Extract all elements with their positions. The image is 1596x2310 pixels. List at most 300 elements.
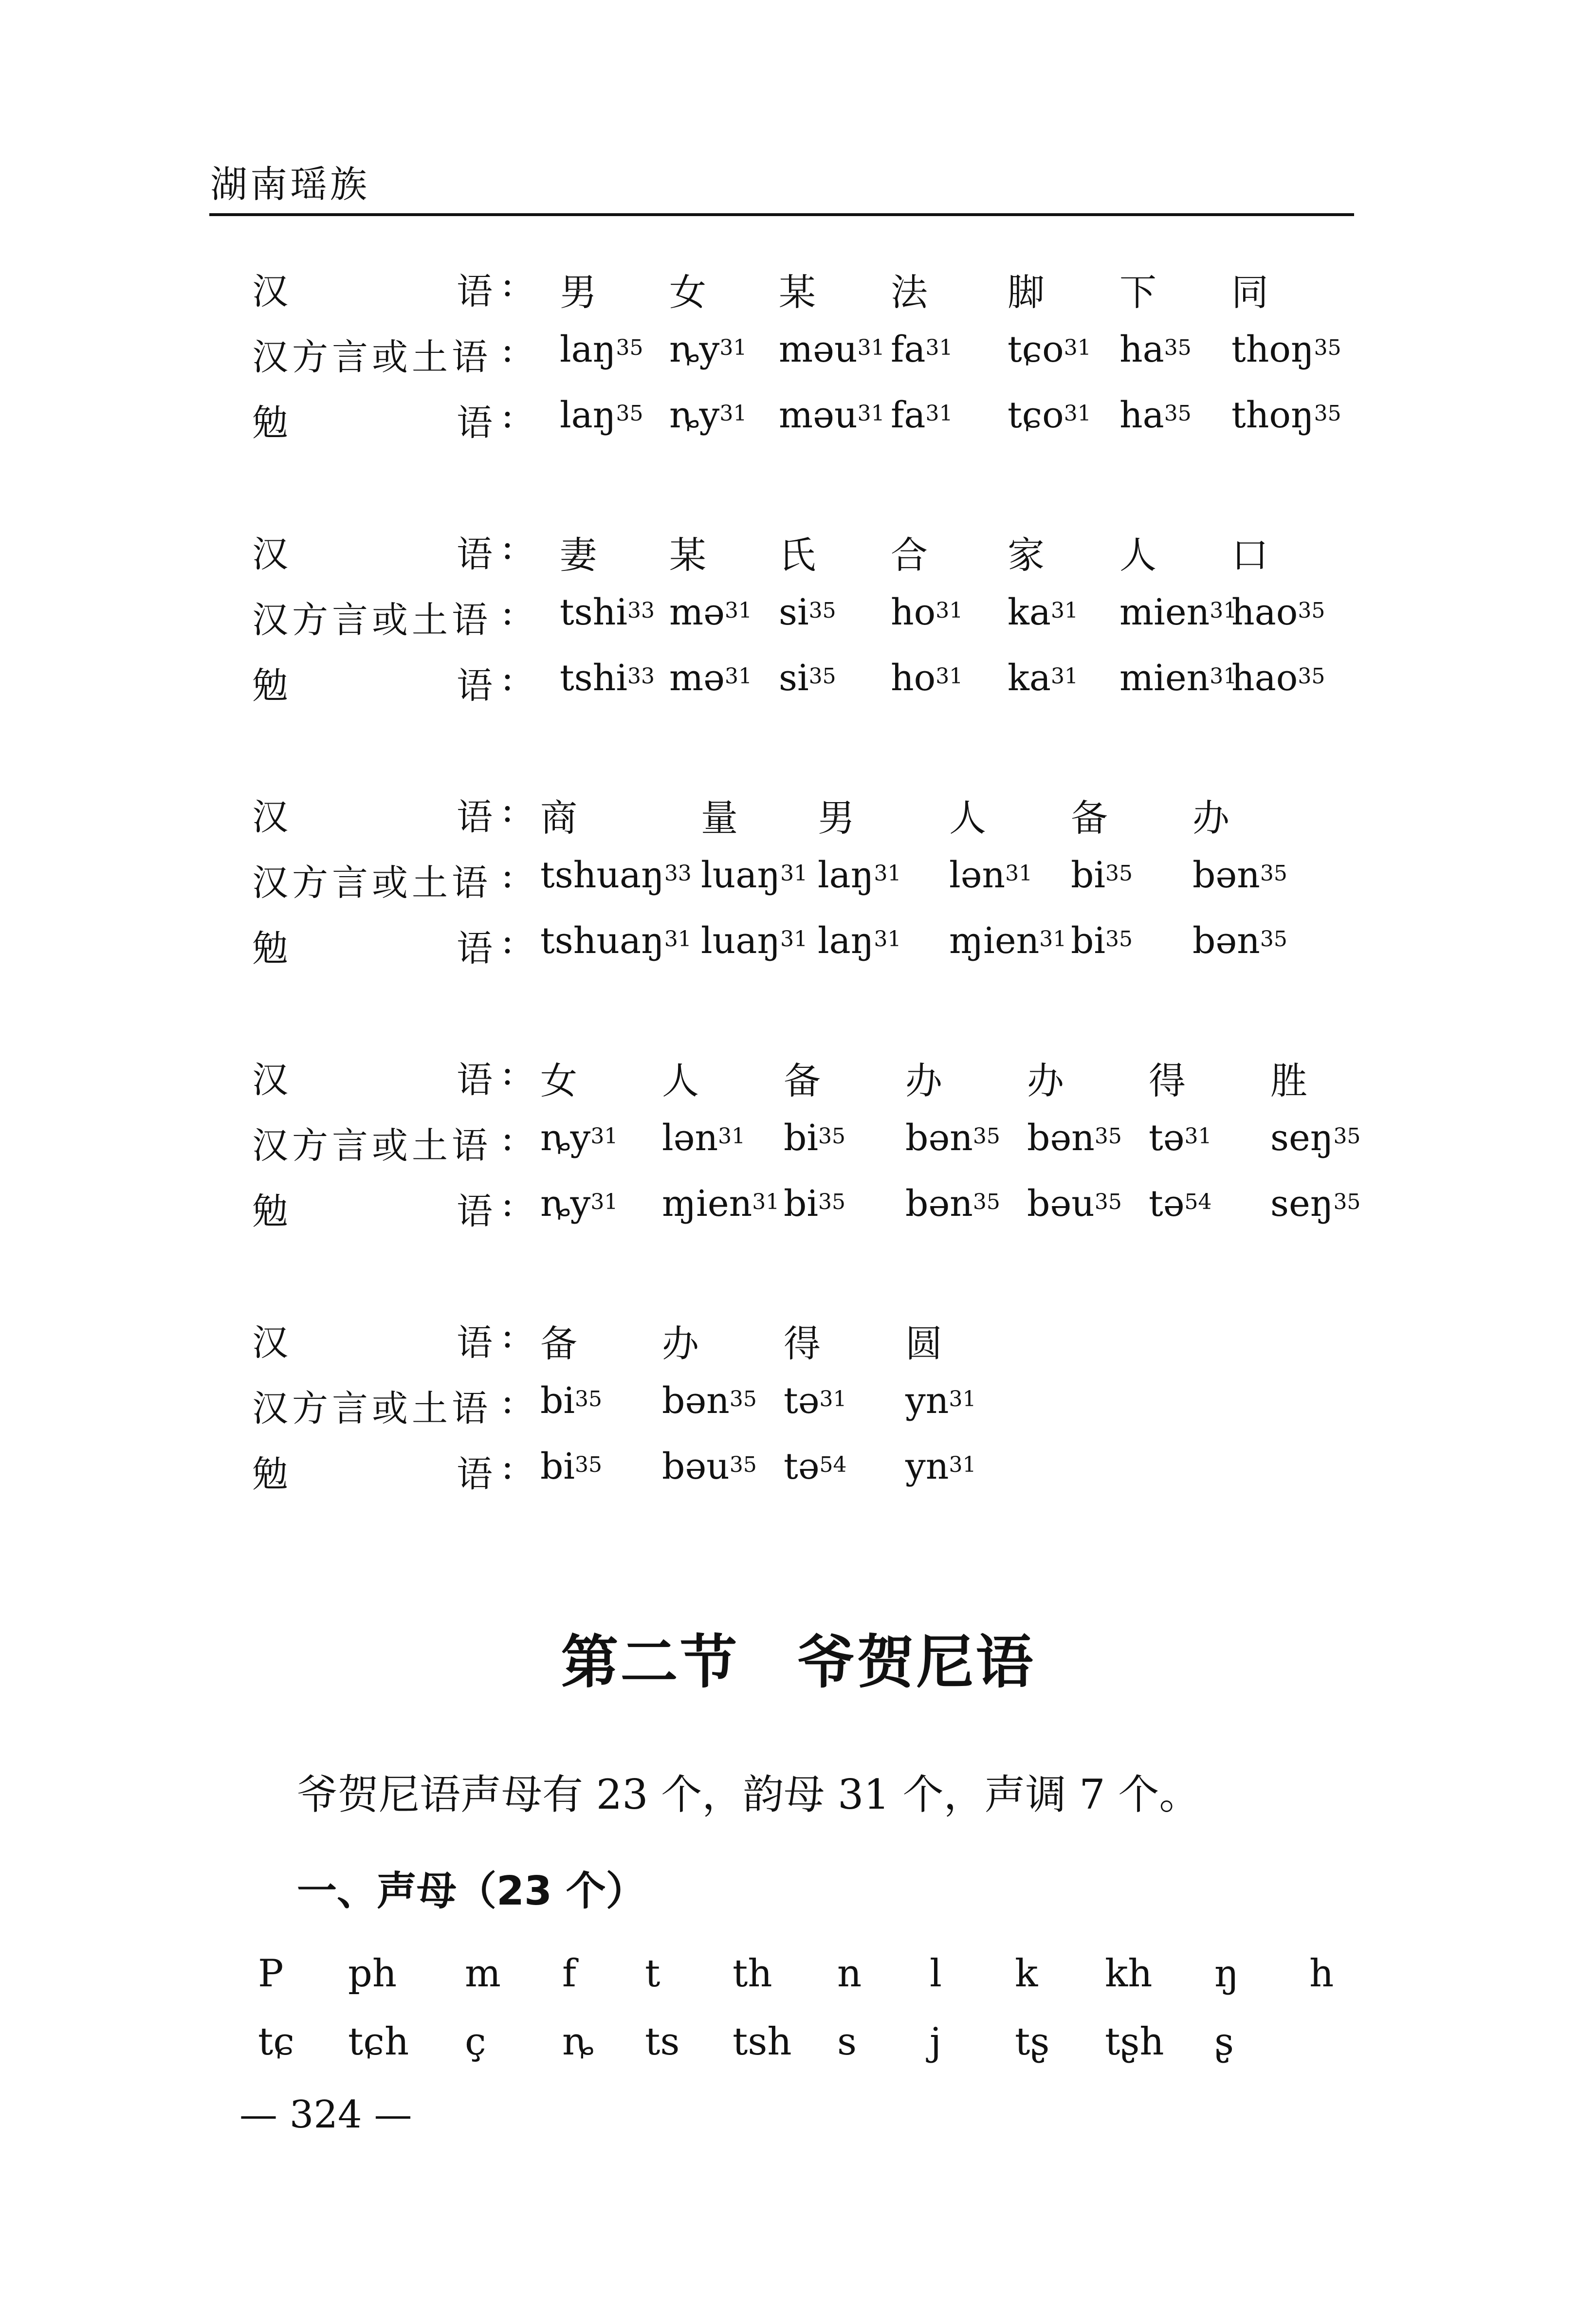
mien-syllable bbox=[1071, 920, 1133, 962]
initial-consonant: tɕh bbox=[348, 2020, 409, 2064]
syllable-text: hao bbox=[1231, 591, 1298, 633]
chinese-word: 胜 bbox=[1270, 1059, 1307, 1102]
row-label-first-char: 勉 bbox=[252, 665, 288, 707]
chinese-word: 人 bbox=[662, 1059, 699, 1102]
comparison-group bbox=[0, 526, 1596, 730]
chinese-word: 家 bbox=[1008, 533, 1045, 577]
tone-number: 31 bbox=[1184, 1124, 1212, 1149]
initial-consonant: tsh bbox=[733, 2020, 792, 2064]
tone-number: 31 bbox=[949, 1387, 976, 1412]
page-number: — 324 — bbox=[239, 2093, 412, 2137]
mien-syllable bbox=[662, 1183, 779, 1225]
row-dialect bbox=[0, 1117, 1596, 1175]
tone-number: 35 bbox=[575, 1452, 603, 1477]
syllable-text: tə bbox=[784, 1446, 820, 1487]
chinese-word: 办 bbox=[905, 1059, 942, 1102]
syllable-text: lən bbox=[662, 1117, 718, 1159]
syllable-text: ka bbox=[1008, 591, 1051, 633]
mien-syllable bbox=[540, 1183, 618, 1225]
dialect-syllable bbox=[540, 1380, 602, 1422]
tone-number: 31 bbox=[1050, 598, 1078, 623]
mien-syllable bbox=[701, 920, 807, 962]
tone-number: 31 bbox=[1050, 664, 1078, 689]
syllable-text: luaŋ bbox=[701, 920, 781, 962]
tone-number: 35 bbox=[1260, 927, 1287, 952]
syllable-text: si bbox=[779, 657, 809, 699]
chinese-word: 办 bbox=[1027, 1059, 1064, 1102]
syllable-text: lən bbox=[949, 854, 1006, 896]
dialect-syllable bbox=[891, 591, 963, 633]
tone-number: 31 bbox=[664, 927, 692, 952]
tone-number: 31 bbox=[936, 598, 963, 623]
row-chinese bbox=[0, 526, 1596, 584]
label-colon: : bbox=[501, 1117, 514, 1159]
tone-number: 35 bbox=[972, 1190, 1000, 1214]
intro-paragraph: 爷贺尼语声母有 23 个，韵母 31 个，声调 7 个。 bbox=[297, 1771, 1200, 1818]
dialect-syllable bbox=[1149, 1117, 1212, 1159]
dialect-syllable bbox=[891, 329, 953, 370]
syllable-text: hao bbox=[1231, 657, 1298, 699]
chinese-word: 妻 bbox=[560, 533, 597, 577]
tone-number: 31 bbox=[1064, 335, 1091, 360]
initial-consonant: tʂh bbox=[1105, 2020, 1164, 2064]
syllable-text: tɕo bbox=[1008, 394, 1064, 436]
row-label-text: 汉方言或土语 bbox=[252, 862, 492, 904]
row-label-first-char: 汉 bbox=[252, 796, 288, 838]
label-colon: : bbox=[501, 1314, 514, 1356]
chinese-word: 口 bbox=[1231, 533, 1268, 577]
syllable-text: mien bbox=[1119, 591, 1210, 633]
chinese-word: 同 bbox=[1231, 271, 1268, 314]
syllable-text: yn bbox=[905, 1446, 949, 1487]
mien-syllable bbox=[669, 657, 752, 699]
row-label-last-char: 语 bbox=[457, 928, 493, 970]
syllable-text: mien bbox=[1119, 657, 1210, 699]
initial-consonant: ʂ bbox=[1214, 2020, 1234, 2064]
tone-number: 35 bbox=[1094, 1124, 1122, 1149]
tone-number: 35 bbox=[729, 1452, 757, 1477]
syllable-text: bən bbox=[905, 1117, 973, 1159]
row-label-last-char: 语 bbox=[457, 1059, 493, 1101]
chinese-word: 圆 bbox=[905, 1322, 942, 1365]
syllable-text: məu bbox=[779, 394, 858, 436]
dialect-syllable bbox=[560, 591, 655, 633]
tone-number: 31 bbox=[925, 401, 953, 426]
dialect-syllable bbox=[784, 1117, 845, 1159]
syllable-text: laŋ bbox=[560, 394, 616, 436]
label-colon: : bbox=[501, 394, 514, 436]
initial-consonant: tʂ bbox=[1015, 2020, 1050, 2064]
tone-number: 33 bbox=[627, 598, 655, 623]
label-colon: : bbox=[501, 1380, 514, 1422]
label-colon: : bbox=[501, 526, 514, 568]
tone-number: 33 bbox=[664, 861, 692, 886]
tone-number: 54 bbox=[819, 1452, 847, 1477]
tone-number: 31 bbox=[936, 664, 963, 689]
syllable-text: ȵy bbox=[669, 329, 720, 370]
syllable-text: seŋ bbox=[1270, 1183, 1334, 1225]
tone-number: 31 bbox=[874, 927, 901, 952]
tone-number: 35 bbox=[1333, 1124, 1361, 1149]
syllable-text: bi bbox=[784, 1117, 819, 1159]
row-label-first-char: 汉 bbox=[252, 271, 288, 312]
syllable-text: laŋ bbox=[818, 920, 874, 962]
tone-number: 33 bbox=[627, 664, 655, 689]
mien-syllable bbox=[818, 920, 901, 962]
row-label-last-char: 语 bbox=[457, 1322, 493, 1364]
tone-number: 31 bbox=[857, 335, 885, 360]
tone-number: 31 bbox=[780, 861, 808, 886]
syllable-text: laŋ bbox=[560, 329, 616, 370]
chinese-word: 女 bbox=[669, 271, 706, 314]
tone-number: 35 bbox=[729, 1387, 757, 1412]
comparison-group bbox=[0, 1314, 1596, 1519]
row-label-last-char: 语 bbox=[457, 271, 493, 312]
tone-number: 31 bbox=[925, 335, 953, 360]
tone-number: 31 bbox=[949, 1452, 976, 1477]
syllable-text: bən bbox=[662, 1380, 730, 1422]
row-label-first-char: 勉 bbox=[252, 1453, 288, 1495]
tone-number: 31 bbox=[874, 861, 901, 886]
tone-number: 35 bbox=[1314, 335, 1341, 360]
initial-consonant: ph bbox=[348, 1952, 397, 1996]
mien-syllable bbox=[779, 394, 885, 436]
row-chinese bbox=[0, 1314, 1596, 1373]
syllable-text: ho bbox=[891, 657, 936, 699]
syllable-text: bən bbox=[1192, 854, 1260, 896]
syllable-text: ka bbox=[1008, 657, 1051, 699]
syllable-text: thoŋ bbox=[1231, 394, 1314, 436]
label-colon: : bbox=[501, 1446, 514, 1487]
dialect-syllable bbox=[701, 854, 807, 896]
mien-syllable bbox=[1270, 1183, 1360, 1225]
dialect-syllable bbox=[662, 1117, 745, 1159]
tone-number: 35 bbox=[818, 1190, 846, 1214]
chinese-word: 人 bbox=[1119, 533, 1156, 577]
initial-consonant: t bbox=[645, 1952, 660, 1996]
mien-syllable bbox=[669, 394, 747, 436]
mien-syllable bbox=[891, 657, 963, 699]
tone-number: 35 bbox=[1333, 1190, 1361, 1214]
dialect-syllable bbox=[1192, 854, 1287, 896]
tone-number: 35 bbox=[1105, 861, 1133, 886]
mien-syllable bbox=[1192, 920, 1287, 962]
chinese-word: 脚 bbox=[1008, 271, 1045, 314]
label-colon: : bbox=[501, 854, 514, 896]
row-chinese bbox=[0, 788, 1596, 847]
row-dialect bbox=[0, 329, 1596, 387]
comparison-group bbox=[0, 788, 1596, 993]
label-colon: : bbox=[501, 788, 514, 830]
dialect-syllable bbox=[1008, 329, 1091, 370]
row-mien bbox=[0, 394, 1596, 453]
syllable-text: tshuaŋ bbox=[540, 854, 664, 896]
initial-consonant: ŋ bbox=[1214, 1952, 1239, 1996]
initials-row-1 bbox=[0, 1952, 1596, 2005]
mien-syllable bbox=[1231, 657, 1325, 699]
tone-number: 31 bbox=[752, 1190, 780, 1214]
syllable-text: fa bbox=[891, 329, 926, 370]
chinese-word: 备 bbox=[540, 1322, 577, 1365]
header-rule bbox=[209, 213, 1354, 216]
initial-consonant: ts bbox=[645, 2020, 680, 2064]
mien-syllable bbox=[949, 920, 1066, 962]
label-colon: : bbox=[501, 591, 514, 633]
tone-number: 31 bbox=[780, 927, 808, 952]
syllable-text: tshuaŋ bbox=[540, 920, 664, 962]
row-label-text: 汉方言或土语 bbox=[252, 336, 492, 378]
dialect-syllable bbox=[1119, 591, 1237, 633]
row-label-first-char: 勉 bbox=[252, 928, 288, 970]
row-label-last-char: 语 bbox=[457, 796, 493, 838]
syllable-text: bən bbox=[1027, 1117, 1095, 1159]
initial-consonant: f bbox=[562, 1952, 576, 1996]
chinese-word: 办 bbox=[662, 1322, 699, 1365]
tone-number: 35 bbox=[1105, 927, 1133, 952]
chinese-word: 备 bbox=[784, 1059, 821, 1102]
syllable-text: bən bbox=[1192, 920, 1260, 962]
row-label-first-char: 汉 bbox=[252, 1322, 288, 1364]
label-colon: : bbox=[501, 329, 514, 370]
mien-syllable bbox=[1231, 394, 1341, 436]
syllable-text: si bbox=[779, 591, 809, 633]
section-number: 第二节 bbox=[561, 1629, 739, 1696]
comparison-group bbox=[0, 263, 1596, 467]
tone-number: 31 bbox=[1064, 401, 1091, 426]
syllable-text: tɕo bbox=[1008, 329, 1064, 370]
initial-consonant: k bbox=[1015, 1952, 1038, 1996]
row-chinese bbox=[0, 1051, 1596, 1110]
syllable-text: bəu bbox=[1027, 1183, 1095, 1225]
syllable-text: bi bbox=[1071, 920, 1106, 962]
chinese-word: 某 bbox=[779, 271, 816, 314]
running-title: 湖南瑶族 bbox=[210, 163, 370, 206]
label-colon: : bbox=[501, 263, 514, 305]
mien-syllable bbox=[779, 657, 836, 699]
dialect-syllable bbox=[669, 329, 747, 370]
syllable-text: bəu bbox=[662, 1446, 730, 1487]
syllable-text: mə bbox=[669, 657, 725, 699]
initial-consonant: n bbox=[837, 1952, 862, 1996]
row-label-last-char: 语 bbox=[457, 665, 493, 707]
mien-syllable bbox=[1119, 394, 1192, 436]
mien-syllable bbox=[560, 657, 655, 699]
row-label-first-char: 汉 bbox=[252, 533, 288, 575]
chinese-word: 下 bbox=[1119, 271, 1156, 314]
chinese-word: 男 bbox=[818, 796, 855, 840]
syllable-text: ha bbox=[1119, 394, 1164, 436]
mien-syllable bbox=[891, 394, 953, 436]
tone-number: 31 bbox=[719, 401, 747, 426]
chinese-word: 氏 bbox=[779, 533, 816, 577]
syllable-text: ha bbox=[1119, 329, 1164, 370]
row-mien bbox=[0, 920, 1596, 978]
label-colon: : bbox=[501, 657, 514, 699]
syllable-text: bi bbox=[784, 1183, 819, 1225]
tone-number: 35 bbox=[818, 1124, 846, 1149]
syllable-text: ɱien bbox=[949, 920, 1040, 962]
row-mien bbox=[0, 657, 1596, 715]
mien-syllable bbox=[1027, 1183, 1122, 1225]
syllable-text: ho bbox=[891, 591, 936, 633]
initial-consonant: j bbox=[930, 2020, 942, 2064]
initial-consonant: l bbox=[930, 1952, 942, 1996]
chinese-word: 得 bbox=[1149, 1059, 1186, 1102]
tone-number: 35 bbox=[972, 1124, 1000, 1149]
syllable-text: fa bbox=[891, 394, 926, 436]
row-dialect bbox=[0, 1380, 1596, 1438]
tone-number: 35 bbox=[616, 335, 643, 360]
tone-number: 31 bbox=[1210, 664, 1237, 689]
syllable-text: məu bbox=[779, 329, 858, 370]
tone-number: 31 bbox=[724, 664, 752, 689]
dialect-syllable bbox=[1231, 591, 1325, 633]
initial-consonant: P bbox=[258, 1952, 284, 1996]
label-colon: : bbox=[501, 1051, 514, 1093]
tone-number: 31 bbox=[857, 401, 885, 426]
mien-syllable bbox=[560, 394, 643, 436]
dialect-syllable bbox=[540, 854, 692, 896]
syllable-text: mə bbox=[669, 591, 725, 633]
chinese-word: 合 bbox=[891, 533, 928, 577]
section-title bbox=[0, 1616, 1596, 1699]
chinese-word: 法 bbox=[891, 271, 928, 314]
initial-consonant: s bbox=[837, 2020, 857, 2064]
row-label-text: 汉方言或土语 bbox=[252, 1125, 492, 1167]
dialect-syllable bbox=[560, 329, 643, 370]
tone-number: 35 bbox=[808, 598, 836, 623]
tone-number: 35 bbox=[1260, 861, 1287, 886]
syllable-text: bi bbox=[540, 1446, 575, 1487]
row-dialect bbox=[0, 591, 1596, 650]
dialect-syllable bbox=[540, 1117, 618, 1159]
row-label-text: 汉方言或土语 bbox=[252, 1388, 492, 1430]
initial-consonant: m bbox=[465, 1952, 501, 1996]
tone-number: 31 bbox=[590, 1124, 618, 1149]
tone-number: 31 bbox=[718, 1124, 746, 1149]
mien-syllable bbox=[905, 1446, 976, 1487]
row-dialect bbox=[0, 854, 1596, 913]
syllable-text: laŋ bbox=[818, 854, 874, 896]
label-colon: : bbox=[501, 920, 514, 962]
mien-syllable bbox=[1119, 657, 1237, 699]
chinese-word: 男 bbox=[560, 271, 597, 314]
mien-syllable bbox=[1149, 1183, 1212, 1225]
syllable-text: tə bbox=[784, 1380, 820, 1422]
tone-number: 31 bbox=[1210, 598, 1237, 623]
syllable-text: thoŋ bbox=[1231, 329, 1314, 370]
dialect-syllable bbox=[1231, 329, 1341, 370]
tone-number: 35 bbox=[1164, 401, 1192, 426]
mien-syllable bbox=[540, 920, 692, 962]
tone-number: 31 bbox=[1005, 861, 1033, 886]
row-chinese bbox=[0, 263, 1596, 321]
dialect-syllable bbox=[949, 854, 1032, 896]
chinese-word: 人 bbox=[949, 796, 986, 840]
tone-number: 35 bbox=[1314, 401, 1341, 426]
section-name: 爷贺尼语 bbox=[797, 1629, 1035, 1696]
mien-syllable bbox=[784, 1183, 845, 1225]
syllable-text: bi bbox=[1071, 854, 1106, 896]
chinese-word: 量 bbox=[701, 796, 738, 840]
row-label-last-char: 语 bbox=[457, 1453, 493, 1495]
chinese-word: 商 bbox=[540, 796, 577, 840]
syllable-text: ȵy bbox=[540, 1117, 591, 1159]
tone-number: 35 bbox=[808, 664, 836, 689]
tone-number: 31 bbox=[724, 598, 752, 623]
syllable-text: ȵy bbox=[669, 394, 720, 436]
tone-number: 31 bbox=[1039, 927, 1067, 952]
tone-number: 31 bbox=[819, 1387, 847, 1412]
chinese-word: 办 bbox=[1192, 796, 1229, 840]
label-colon: : bbox=[501, 1183, 514, 1225]
mien-syllable bbox=[540, 1446, 602, 1487]
row-label-last-char: 语 bbox=[457, 533, 493, 575]
subsection-heading: 一、声母（23 个） bbox=[297, 1868, 646, 1914]
syllable-text: luaŋ bbox=[701, 854, 781, 896]
tone-number: 35 bbox=[1298, 598, 1325, 623]
chinese-word: 备 bbox=[1071, 796, 1108, 840]
row-label-first-char: 汉 bbox=[252, 1059, 288, 1101]
initial-consonant: tɕ bbox=[258, 2020, 295, 2064]
chinese-word: 某 bbox=[669, 533, 706, 577]
tone-number: 54 bbox=[1184, 1190, 1212, 1214]
dialect-syllable bbox=[905, 1380, 976, 1422]
mien-syllable bbox=[1008, 657, 1078, 699]
tone-number: 35 bbox=[1298, 664, 1325, 689]
initial-consonant: h bbox=[1309, 1952, 1334, 1996]
tone-number: 31 bbox=[590, 1190, 618, 1214]
syllable-text: tə bbox=[1149, 1117, 1185, 1159]
row-label-text: 汉方言或土语 bbox=[252, 599, 492, 641]
syllable-text: ȵy bbox=[540, 1183, 591, 1225]
tone-number: 31 bbox=[719, 335, 747, 360]
dialect-syllable bbox=[1008, 591, 1078, 633]
mien-syllable bbox=[784, 1446, 847, 1487]
dialect-syllable bbox=[905, 1117, 1000, 1159]
chinese-word: 女 bbox=[540, 1059, 577, 1102]
tone-number: 35 bbox=[616, 401, 643, 426]
dialect-syllable bbox=[1027, 1117, 1122, 1159]
row-mien bbox=[0, 1183, 1596, 1241]
syllable-text: ɱien bbox=[662, 1183, 752, 1225]
dialect-syllable bbox=[779, 591, 836, 633]
tone-number: 35 bbox=[575, 1387, 603, 1412]
dialect-syllable bbox=[1071, 854, 1133, 896]
initial-consonant: ȵ bbox=[562, 2020, 594, 2064]
syllable-text: bən bbox=[905, 1183, 973, 1225]
syllable-text: yn bbox=[905, 1380, 949, 1422]
syllable-text: tə bbox=[1149, 1183, 1185, 1225]
row-label-first-char: 勉 bbox=[252, 402, 288, 444]
syllable-text: bi bbox=[540, 1380, 575, 1422]
initial-consonant: kh bbox=[1105, 1952, 1153, 1996]
initials-row-2 bbox=[0, 2020, 1596, 2073]
initial-consonant: ç bbox=[465, 2020, 486, 2064]
chinese-word: 得 bbox=[784, 1322, 821, 1365]
syllable-text: tshi bbox=[560, 657, 628, 699]
syllable-text: seŋ bbox=[1270, 1117, 1334, 1159]
row-mien bbox=[0, 1446, 1596, 1504]
row-label-last-char: 语 bbox=[457, 402, 493, 444]
row-label-first-char: 勉 bbox=[252, 1191, 288, 1232]
row-label-last-char: 语 bbox=[457, 1191, 493, 1232]
dialect-syllable bbox=[669, 591, 752, 633]
tone-number: 35 bbox=[1164, 335, 1192, 360]
dialect-syllable bbox=[662, 1380, 757, 1422]
mien-syllable bbox=[905, 1183, 1000, 1225]
dialect-syllable bbox=[779, 329, 885, 370]
